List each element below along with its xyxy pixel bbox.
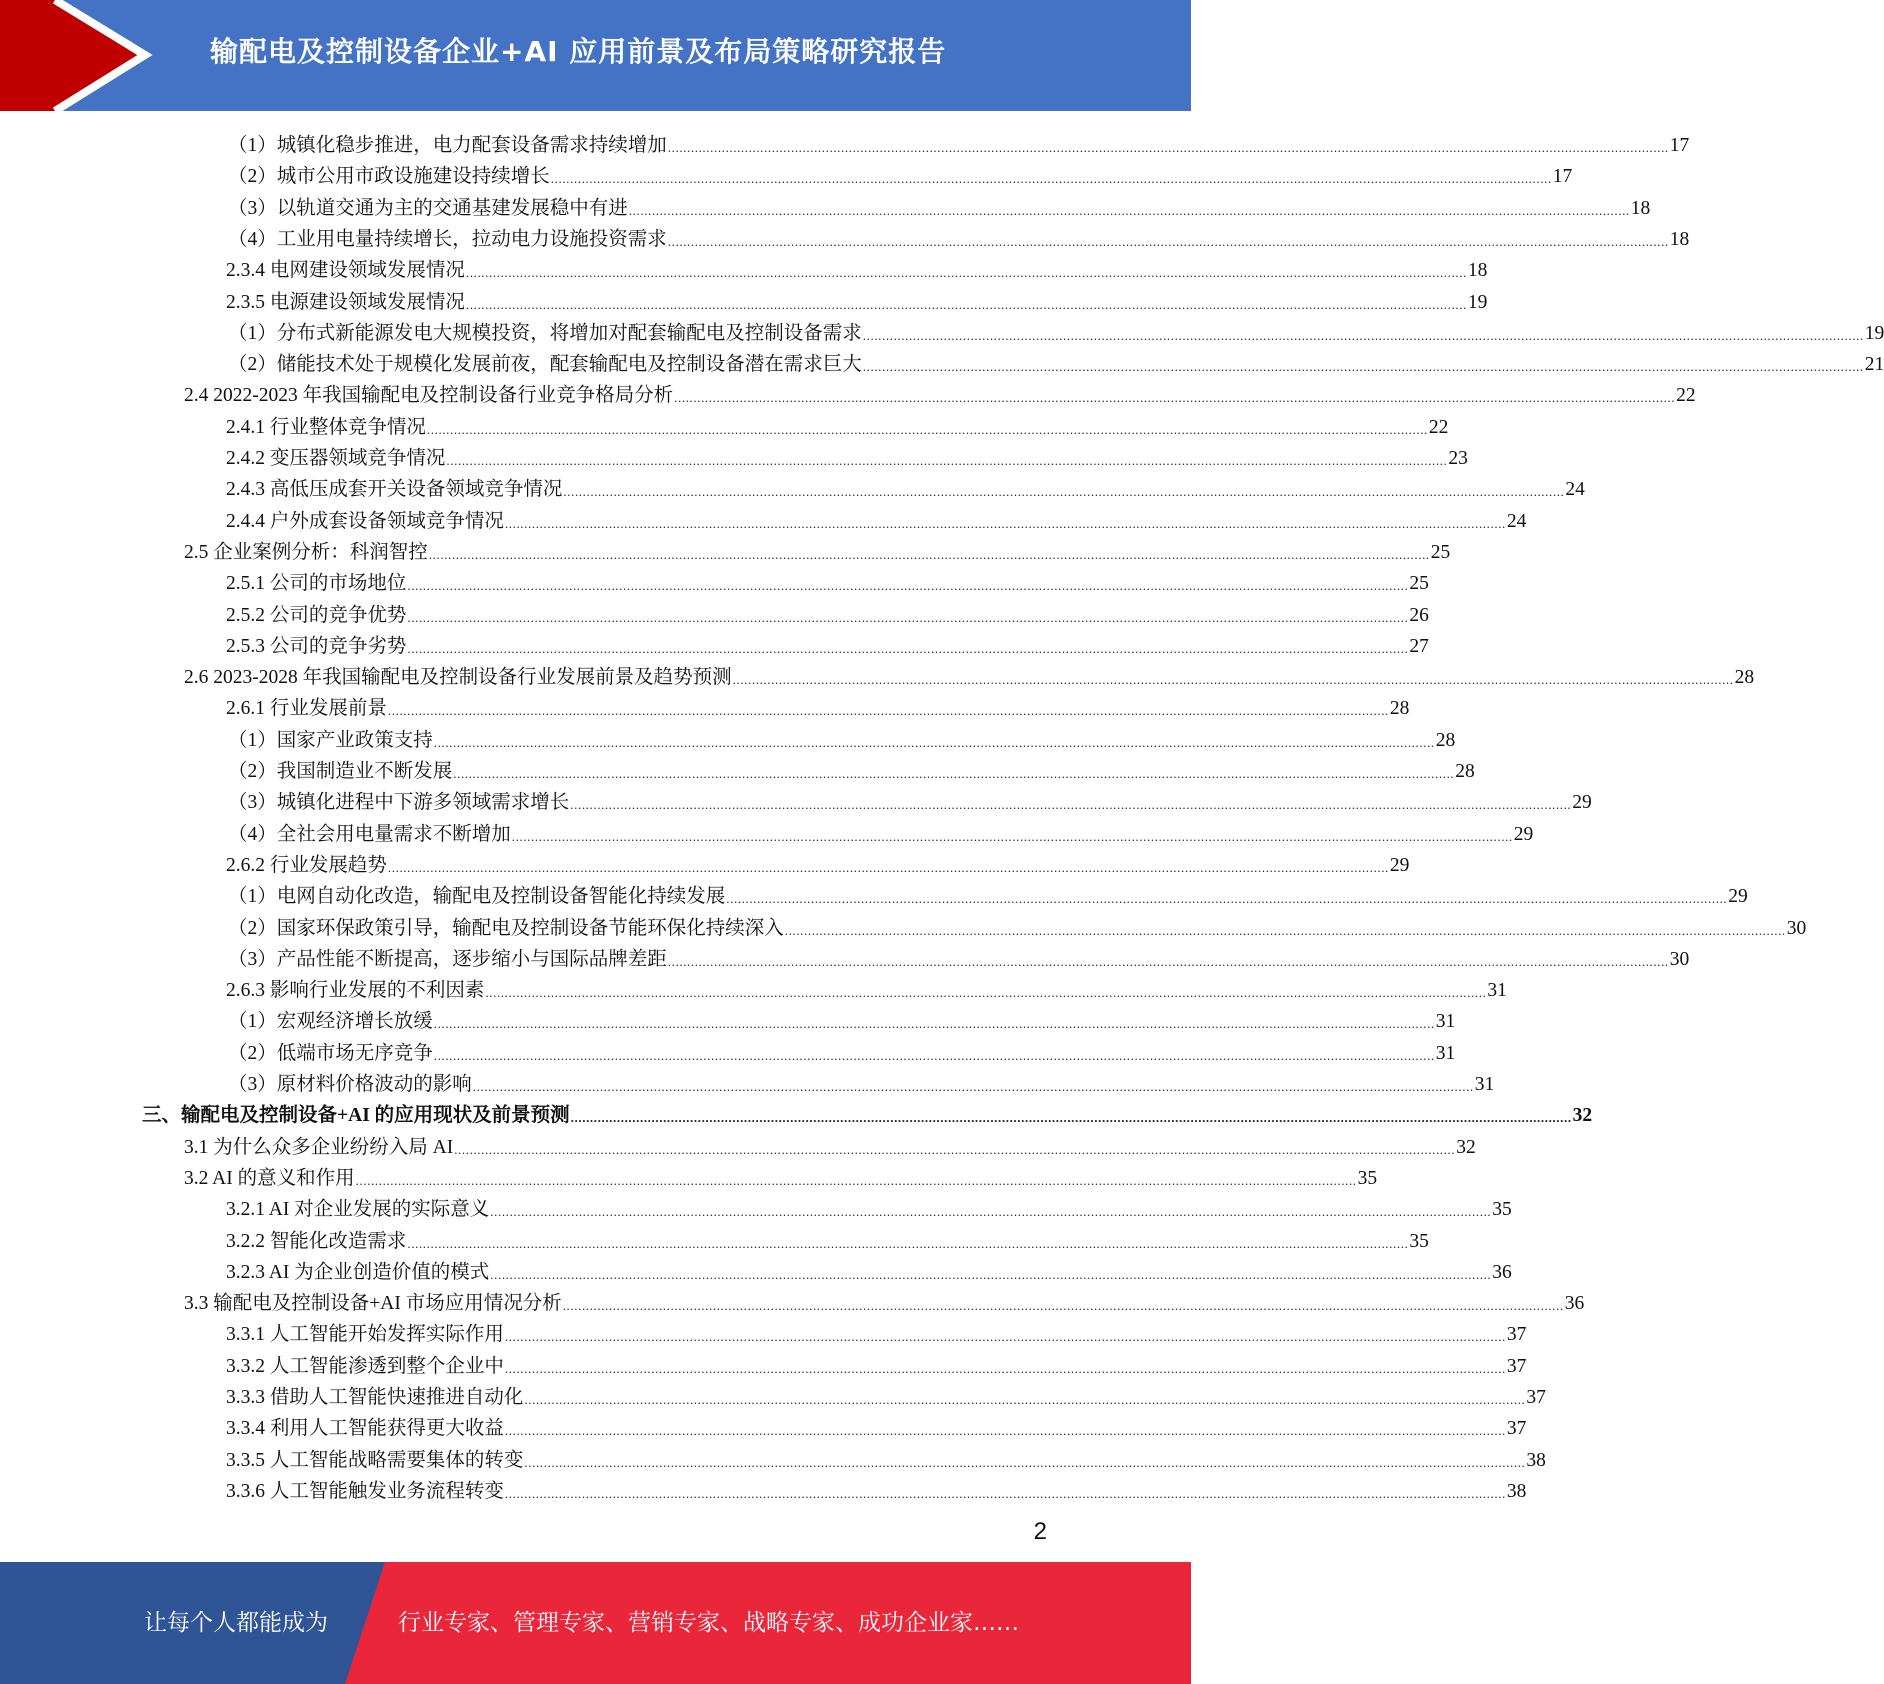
- toc-leader-dots: ....................................................................................................................................................................................................................................................................: [504, 1423, 1506, 1439]
- toc-leader-dots: ....................................................................................................................................................................................................................................................................: [563, 484, 1565, 500]
- page-number: 2: [1033, 1518, 1047, 1545]
- toc-entry[interactable]: [226, 628, 1429, 659]
- toc-leader-dots: ....................................................................................................................................................................................................................................................................: [433, 734, 1435, 750]
- toc-entry[interactable]: [226, 1348, 1527, 1379]
- toc-leader-dots: ....................................................................................................................................................................................................................................................................: [511, 828, 1513, 844]
- toc-entry-title: 3.2.2 智能化改造需求: [226, 1230, 407, 1252]
- toc-entry-title: （2）储能技术处于规模化发展前夜，配套输配电及控制设备潜在需求巨大: [228, 354, 862, 376]
- toc-entry-page: 28: [1734, 667, 1755, 689]
- toc-leader-dots: ....................................................................................................................................................................................................................................................................: [550, 171, 1552, 187]
- toc-entry[interactable]: [226, 1379, 1546, 1410]
- toc-entry-title: （2）低端市场无序竞争: [228, 1042, 433, 1064]
- toc-entry-title: 2.3.5 电源建设领域发展情况: [226, 291, 465, 313]
- toc-entry-page: 37: [1506, 1324, 1527, 1346]
- toc-entry[interactable]: [228, 127, 1690, 158]
- toc-entry-page: 25: [1409, 573, 1429, 595]
- toc-entry[interactable]: [226, 1191, 1512, 1222]
- toc-entry-title: （3）产品性能不断提高，逐步缩小与国际品牌差距: [228, 948, 667, 970]
- page-header: [0, 0, 1191, 111]
- toc-entry-page: 22: [1676, 385, 1696, 407]
- toc-entry-title: 2.3.4 电网建设领域发展情况: [226, 260, 465, 282]
- report-title: 输配电及控制设备企业+AI 应用前景及布局策略研究报告: [210, 35, 947, 68]
- toc-leader-dots: ....................................................................................................................................................................................................................................................................: [862, 327, 1864, 343]
- toc-entry-title: （2）城市公用市政设施建设持续增长: [228, 166, 550, 188]
- toc-leader-dots: ....................................................................................................................................................................................................................................................................: [407, 609, 1409, 625]
- toc-entry-title: （3）原材料价格波动的影响: [228, 1074, 472, 1095]
- toc-entry[interactable]: [226, 565, 1429, 596]
- toc-leader-dots: ....................................................................................................................................................................................................................................................................: [504, 515, 1506, 531]
- toc-entry-page: 19: [1864, 322, 1884, 344]
- toc-leader-dots: ....................................................................................................................................................................................................................................................................: [524, 1454, 1526, 1470]
- toc-entry-title: （2）国家环保政策引导，输配电及控制设备节能环保化持续深入: [228, 917, 784, 939]
- toc-entry-title: 3.2 AI 的意义和作用: [184, 1167, 355, 1189]
- toc-entry-title: （1）国家产业政策支持: [228, 729, 433, 751]
- toc-entry-title: 2.6.1 行业发展前景: [226, 698, 387, 720]
- toc-leader-dots: ....................................................................................................................................................................................................................................................................: [454, 1141, 1456, 1157]
- toc-entry-page: 32: [1572, 1105, 1593, 1127]
- toc-leader-dots: ....................................................................................................................................................................................................................................................................: [667, 233, 1669, 249]
- toc-leader-dots: ....................................................................................................................................................................................................................................................................: [570, 797, 1572, 813]
- toc-leader-dots: ....................................................................................................................................................................................................................................................................: [570, 1110, 1572, 1126]
- toc-entry[interactable]: [226, 252, 1488, 283]
- toc-leader-dots: ....................................................................................................................................................................................................................................................................: [428, 546, 1430, 562]
- toc-leader-dots: ....................................................................................................................................................................................................................................................................: [490, 1204, 1492, 1220]
- toc-entry-title: 2.4.1 行业整体竞争情况: [226, 416, 426, 438]
- toc-leader-dots: ....................................................................................................................................................................................................................................................................: [562, 1298, 1564, 1314]
- toc-leader-dots: ....................................................................................................................................................................................................................................................................: [667, 953, 1669, 969]
- toc-entry-page: 29: [1728, 886, 1748, 908]
- toc-leader-dots: ....................................................................................................................................................................................................................................................................: [426, 421, 1428, 437]
- toc-entry[interactable]: [228, 910, 1807, 941]
- toc-leader-dots: ....................................................................................................................................................................................................................................................................: [407, 1235, 1409, 1251]
- toc-entry[interactable]: [142, 1097, 1593, 1128]
- toc-entry-title: 2.4 2022-2023 年我国输配电及控制设备行业竞争格局分析: [184, 385, 674, 407]
- toc-entry[interactable]: [226, 847, 1410, 878]
- toc-entry-title: 2.5 企业案例分析：科润智控: [184, 541, 428, 563]
- toc-leader-dots: ....................................................................................................................................................................................................................................................................: [485, 985, 1487, 1001]
- toc-leader-dots: ....................................................................................................................................................................................................................................................................: [490, 1266, 1492, 1282]
- toc-entry[interactable]: [228, 1066, 1495, 1097]
- toc-entry-title: 3.2.1 AI 对企业发展的实际意义: [226, 1199, 490, 1221]
- toc-leader-dots: ....................................................................................................................................................................................................................................................................: [504, 1329, 1506, 1345]
- toc-entry-page: 38: [1506, 1480, 1527, 1502]
- toc-entry-page: 29: [1389, 854, 1410, 876]
- toc-entry-page: 32: [1456, 1136, 1476, 1158]
- toc-entry-page: 31: [1435, 1042, 1456, 1064]
- toc-leader-dots: ....................................................................................................................................................................................................................................................................: [465, 296, 1467, 312]
- toc-entry-title: 3.3.1 人工智能开始发挥实际作用: [226, 1324, 504, 1346]
- toc-entry[interactable]: [226, 1254, 1512, 1285]
- toc-leader-dots: ....................................................................................................................................................................................................................................................................: [667, 140, 1669, 155]
- toc-entry-page: 18: [1630, 197, 1651, 219]
- toc-entry-title: 3.3.3 借助人工智能快速推进自动化: [226, 1387, 524, 1408]
- toc-entry[interactable]: [228, 346, 1884, 377]
- toc-entry[interactable]: [184, 659, 1755, 690]
- toc-entry-page: 30: [1786, 917, 1807, 939]
- toc-leader-dots: ....................................................................................................................................................................................................................................................................: [504, 1485, 1506, 1501]
- toc-entry-title: 2.4.3 高低压成套开关设备领域竞争情况: [226, 479, 563, 501]
- toc-entry-title: （1）电网自动化改造，输配电及控制设备智能化持续发展: [228, 886, 726, 908]
- toc-entry[interactable]: [226, 690, 1410, 721]
- toc-entry[interactable]: [226, 471, 1585, 502]
- toc-entry[interactable]: [226, 503, 1527, 534]
- toc-entry[interactable]: [226, 1316, 1527, 1347]
- toc-leader-dots: ....................................................................................................................................................................................................................................................................: [524, 1392, 1526, 1407]
- toc-entry[interactable]: [226, 1410, 1527, 1441]
- toc-leader-dots: ....................................................................................................................................................................................................................................................................: [726, 891, 1728, 907]
- toc-entry-page: 37: [1506, 1355, 1527, 1377]
- toc-entry-page: 24: [1506, 510, 1527, 532]
- toc-entry-title: （4）工业用电量持续增长，拉动电力设施投资需求: [228, 228, 667, 250]
- toc-leader-dots: ....................................................................................................................................................................................................................................................................: [472, 1079, 1474, 1094]
- toc-entry[interactable]: [226, 440, 1468, 471]
- toc-entry-title: （3）以轨道交通为主的交通基建发展稳中有进: [228, 197, 628, 219]
- toc-entry[interactable]: [228, 221, 1690, 252]
- toc-entry-title: 2.5.2 公司的竞争优势: [226, 604, 407, 626]
- toc-entry-page: 35: [1357, 1167, 1378, 1189]
- toc-entry-title: 3.3.6 人工智能触发业务流程转变: [226, 1480, 504, 1502]
- toc-entry-page: 31: [1435, 1011, 1456, 1033]
- toc-entry-page: 26: [1409, 604, 1429, 626]
- toc-entry-page: 28: [1435, 729, 1456, 751]
- toc-entry-title: （3）城镇化进程中下游多领域需求增长: [228, 792, 570, 814]
- toc-entry-page: 22: [1428, 416, 1449, 438]
- toc-entry[interactable]: [226, 1473, 1527, 1504]
- toc-entry-title: （1）城镇化稳步推进，电力配套设备需求持续增加: [228, 135, 667, 156]
- toc-entry-page: 18: [1467, 260, 1488, 282]
- toc-leader-dots: ....................................................................................................................................................................................................................................................................: [674, 390, 1676, 406]
- toc-entry-title: （1）分布式新能源发电大规模投资，将增加对配套输配电及控制设备需求: [228, 322, 862, 344]
- toc-entry[interactable]: [228, 158, 1573, 189]
- toc-entry-page: 19: [1467, 291, 1488, 313]
- toc-leader-dots: ....................................................................................................................................................................................................................................................................: [465, 265, 1467, 281]
- toc-entry-title: 3.3 输配电及控制设备+AI 市场应用情况分析: [184, 1293, 562, 1315]
- toc-entry[interactable]: [228, 1003, 1456, 1034]
- toc-entry-page: 38: [1526, 1449, 1546, 1471]
- toc-entry-title: （4）全社会用电量需求不断增加: [228, 823, 511, 845]
- toc-entry-title: 3.1 为什么众多企业纷纷入局 AI: [184, 1136, 454, 1158]
- toc-entry-title: 3.2.3 AI 为企业创造价值的模式: [226, 1261, 490, 1283]
- toc-leader-dots: ....................................................................................................................................................................................................................................................................: [433, 1016, 1435, 1032]
- header-red-chevron: [0, 0, 145, 111]
- toc-entry-title: 3.3.2 人工智能渗透到整个企业中: [226, 1355, 504, 1377]
- toc-entry-page: 25: [1430, 541, 1451, 563]
- toc-leader-dots: ....................................................................................................................................................................................................................................................................: [407, 640, 1409, 656]
- toc-entry-page: 28: [1455, 761, 1475, 782]
- toc-entry-title: 三、输配电及控制设备+AI 的应用现状及前景预测: [142, 1105, 570, 1127]
- toc-leader-dots: ....................................................................................................................................................................................................................................................................: [446, 453, 1448, 468]
- toc-entry[interactable]: [226, 409, 1449, 440]
- footer-slogan-right: 行业专家、管理专家、营销专家、战略专家、成功企业家……: [398, 1610, 1019, 1636]
- toc-entry[interactable]: [228, 816, 1534, 847]
- toc-entry-page: 18: [1669, 228, 1690, 250]
- toc-entry[interactable]: [184, 1160, 1378, 1191]
- toc-entry-title: （2）我国制造业不断发展: [228, 761, 453, 782]
- toc-entry-page: 29: [1513, 823, 1534, 845]
- toc-entry-page: 36: [1492, 1261, 1512, 1283]
- toc-entry-title: 2.4.2 变压器领域竞争情况: [226, 448, 446, 469]
- toc-entry-page: 31: [1487, 980, 1507, 1002]
- toc-entry-title: 3.3.4 利用人工智能获得更大收益: [226, 1418, 504, 1440]
- toc-entry[interactable]: [184, 1285, 1585, 1316]
- toc-entry[interactable]: [226, 284, 1488, 315]
- toc-entry[interactable]: [184, 377, 1696, 408]
- toc-entry-page: 36: [1564, 1293, 1585, 1315]
- footer-slogan-left: 让每个人都能成为: [144, 1610, 328, 1636]
- toc-leader-dots: ....................................................................................................................................................................................................................................................................: [387, 703, 1389, 719]
- toc-entry[interactable]: [228, 1035, 1456, 1066]
- toc-entry-page: 29: [1572, 792, 1592, 814]
- toc-leader-dots: ....................................................................................................................................................................................................................................................................: [453, 766, 1455, 781]
- toc-entry-title: 2.5.3 公司的竞争劣势: [226, 635, 407, 657]
- toc-entry-title: 2.4.4 户外成套设备领域竞争情况: [226, 510, 504, 532]
- toc-entry[interactable]: [226, 1442, 1546, 1473]
- toc-entry-page: 17: [1669, 135, 1690, 156]
- toc-entry-title: 2.6.2 行业发展趋势: [226, 854, 387, 876]
- toc-entry-title: 2.5.1 公司的市场地位: [226, 573, 407, 595]
- toc-leader-dots: ....................................................................................................................................................................................................................................................................: [433, 1047, 1435, 1063]
- toc-entry-page: 28: [1389, 698, 1410, 720]
- toc-leader-dots: ....................................................................................................................................................................................................................................................................: [628, 202, 1630, 218]
- toc-entry[interactable]: [228, 722, 1456, 753]
- toc-entry[interactable]: [228, 878, 1748, 909]
- toc-entry-page: 35: [1492, 1199, 1512, 1221]
- toc-entry[interactable]: [228, 784, 1592, 815]
- toc-entry[interactable]: [226, 597, 1429, 628]
- page-footer: [0, 1562, 1191, 1684]
- toc-leader-dots: ....................................................................................................................................................................................................................................................................: [387, 859, 1389, 875]
- toc-entry[interactable]: [228, 941, 1690, 972]
- toc-entry[interactable]: [184, 534, 1451, 565]
- toc-entry-title: 3.3.5 人工智能战略需要集体的转变: [226, 1449, 524, 1471]
- toc-leader-dots: ....................................................................................................................................................................................................................................................................: [355, 1172, 1357, 1188]
- toc-entry-page: 37: [1506, 1418, 1527, 1440]
- toc-leader-dots: ....................................................................................................................................................................................................................................................................: [407, 578, 1409, 594]
- toc-entry-page: 21: [1864, 354, 1884, 376]
- toc-entry-page: 23: [1448, 448, 1468, 469]
- toc-entry[interactable]: [228, 190, 1651, 221]
- toc-entry-title: 2.6.3 影响行业发展的不利因素: [226, 980, 485, 1002]
- toc-entry-page: 30: [1669, 948, 1690, 970]
- toc-leader-dots: ....................................................................................................................................................................................................................................................................: [732, 672, 1734, 688]
- toc-leader-dots: ....................................................................................................................................................................................................................................................................: [784, 922, 1786, 938]
- toc-entry-page: 27: [1409, 635, 1429, 657]
- toc-entry-page: 31: [1474, 1074, 1495, 1095]
- toc-entry-title: 2.6 2023-2028 年我国输配电及控制设备行业发展前景及趋势预测: [184, 667, 732, 689]
- toc-entry-page: 24: [1565, 479, 1585, 501]
- toc-entry-page: 35: [1409, 1230, 1429, 1252]
- toc-entry-title: （1）宏观经济增长放缓: [228, 1011, 433, 1033]
- toc-entry[interactable]: [184, 1129, 1476, 1160]
- toc-entry[interactable]: [226, 972, 1507, 1003]
- toc-entry[interactable]: [228, 315, 1884, 346]
- toc-leader-dots: ....................................................................................................................................................................................................................................................................: [504, 1360, 1506, 1376]
- toc-leader-dots: ....................................................................................................................................................................................................................................................................: [862, 359, 1864, 375]
- toc-entry[interactable]: [226, 1223, 1429, 1254]
- toc-entry-page: 37: [1526, 1387, 1546, 1408]
- toc-entry-page: 17: [1552, 166, 1573, 188]
- toc-entry[interactable]: [228, 753, 1475, 784]
